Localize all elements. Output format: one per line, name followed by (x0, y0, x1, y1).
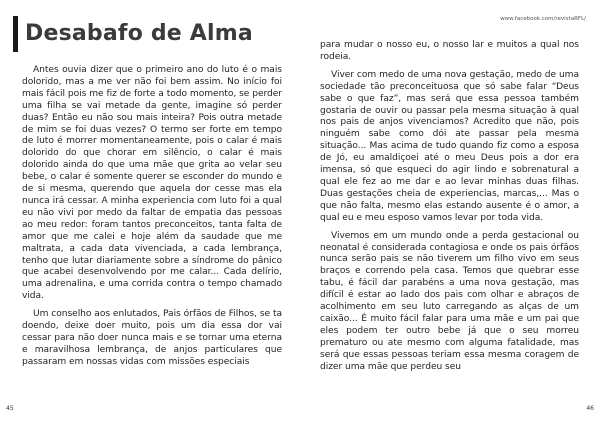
facebook-url: www.facebook.com/revistaRFL/ (500, 16, 586, 22)
paragraph: para mudar o nosso eu, o nosso lar e muitos a qual nos rodeia. (320, 40, 579, 62)
right-text-column (320, 40, 579, 379)
right-page (300, 0, 600, 424)
title-accent-bar (13, 16, 18, 52)
page-number-left: 45 (6, 405, 14, 412)
left-text-column (22, 65, 282, 375)
article-title: Desabafo de Alma (25, 21, 253, 46)
page-number-right: 46 (586, 405, 594, 412)
paragraph: Um conselho aos enlutados, Pais órfãos de Filhos, se ta doendo, deixe doer muito, pois um dia essa dor vai cessar para não doer nunca mais e se tornar uma eterna e maravilhosa lembrança, de anjos particulares que passaram em nossas vidas com missões especiais (22, 309, 282, 367)
paragraph: Viver com medo de uma nova gestação, medo de uma sociedade tão preconceituosa que só sabe falar “Deus sabe o que faz”, mas será que essa pessoa também gostaria de ouvir ou passar pela mesma situação à qual nos pais de anjos vivenciamos? Acredito que não, pois ninguém sabe como dói ate passar pela mesma situação... Mas acima de tudo quando fiz como a esposa de Jó, eu amaldiçoei até o meu Deus pois a dor era imensa, só que esqueci do agir lindo e sobrenatural a qual ele fez ao me dar e ao levar minhas duas filhas. Duas gestações cheia de experiencias, marcas,... Mas o que não falta, mesmo elas estando ausente é o amor, a qual eu e meu esposo vamos levar por toda vida. (320, 69, 579, 223)
paragraph: Antes ouvia dizer que o primeiro ano do luto é o mais dolorido, mas a me ver não foi bem assim. No início foi mais fácil pois me fiz de forte a todo momento, se perder uma filha se vai metade da gente, imagine só perder duas? Então eu não sou mais inteira? Pois outra metade de mim se foi duas vezes? O termo ser forte em tempo de luto é morrer momentaneamente, pois o calar é mais dolorido do que chorar em silêncio, o calar é mais dolorido ainda do que uma mãe que grita ao velar seu bebe, o calar é somente querer se esconder do mundo e de si mesma, querendo que aquela dor cesse mas ela nunca irá cessar. A minha experiencia com luto foi a qual eu não vivi por medo da faltar de empatia das pessoas ao meu redor: foram tantos preconceitos, tanta falta de amor que me calei e hoje além da saudade que me maltrata, a cada data vivenciada, a cada lembrança, tenho que lutar diariamente sobre a síndrome do pânico que acabei desenvolvendo por me calar... Cada delírio, uma adrenalina, e uma corrida contra o tempo chamado vida. (22, 65, 282, 302)
paragraph: Vivemos em um mundo onde a perda gestacional ou neonatal é considerada contagiosa e onde os pais órfãos nunca serão pais se não tiverem um filho vivo em seus braços e correndo pela casa. Temos que quebrar esse tabu, é fácil dar parabéns a uma nova gestação, mas difícil é estar ao lado dos pais com olhar e abraços de acolhimento em seu luto carregando as alças de um caixão... É muito fácil falar para uma mãe e um pai que eles podem ter outro bebe já que o seu morreu prematuro ou ate mesmo com alguma fatalidade, mas será que essas pessoas teriam essa mesma coragem de dizer uma mãe que perdeu seu (320, 230, 579, 372)
